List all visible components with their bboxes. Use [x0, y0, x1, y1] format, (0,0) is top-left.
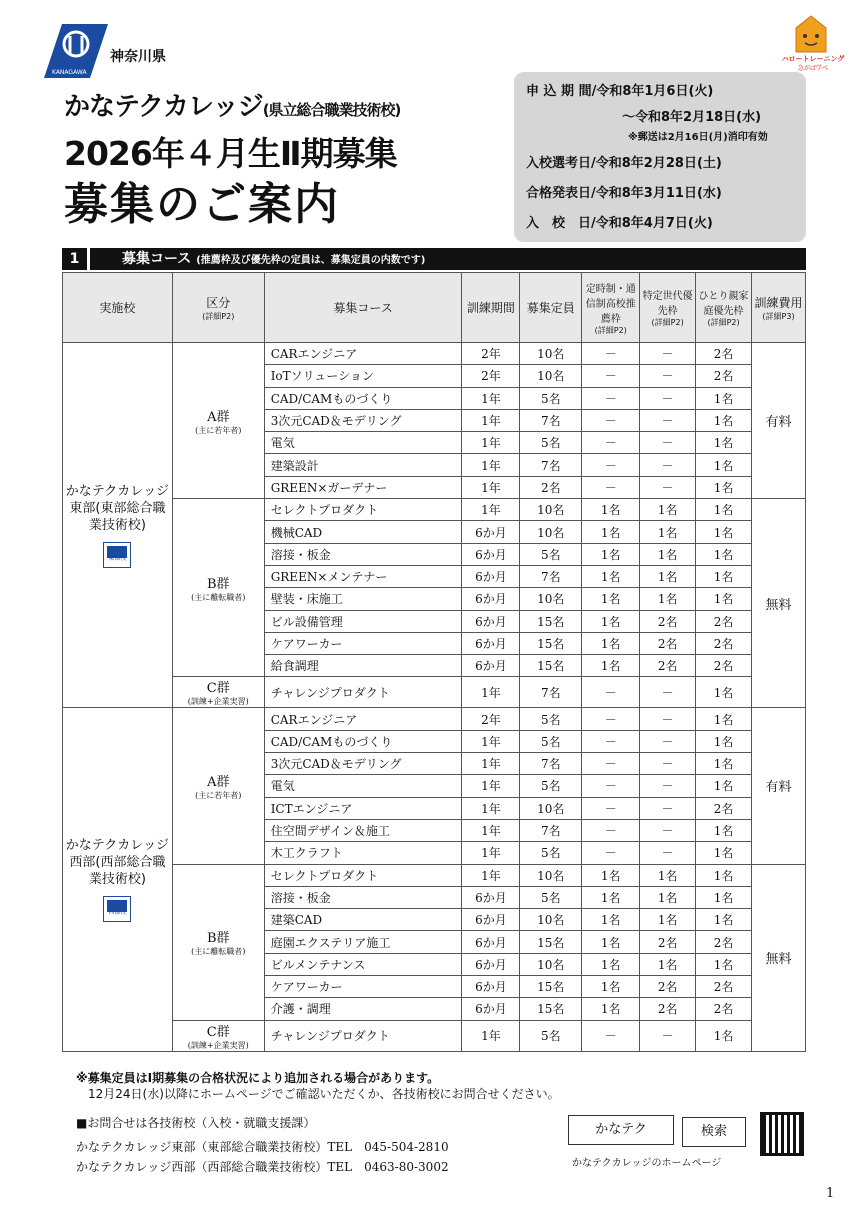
course-name: IoTソリューション	[264, 365, 462, 387]
generation-quota: －	[640, 409, 696, 431]
contact-west: かなテクカレッジ西部（西部総合職業技術校）TEL 0463-80-3002	[76, 1160, 449, 1174]
course-name: チャレンジプロダクト	[264, 1020, 462, 1051]
period: 6か月	[462, 610, 520, 632]
recommend-quota: －	[582, 730, 640, 752]
course-name: 電気	[264, 432, 462, 454]
school-building-icon: 東部校	[103, 542, 131, 568]
generation-quota: 2名	[640, 998, 696, 1020]
course-name: ケアワーカー	[264, 632, 462, 654]
capacity: 7名	[520, 677, 582, 708]
generation-quota: 2名	[640, 632, 696, 654]
recommend-quota: －	[582, 432, 640, 454]
fee-cell: 有料	[752, 343, 806, 499]
period: 6か月	[462, 998, 520, 1020]
division-cell: A群 (主に若年者)	[172, 708, 264, 864]
single-parent-quota: 1名	[696, 864, 752, 886]
period: 1年	[462, 797, 520, 819]
generation-quota: －	[640, 677, 696, 708]
table-row	[63, 1020, 806, 1051]
single-parent-quota: 2名	[696, 655, 752, 677]
capacity: 10名	[520, 797, 582, 819]
enter-date: 入 校 日/令和8年4月7日(火)	[526, 216, 713, 231]
generation-quota: 2名	[640, 931, 696, 953]
generation-quota: 2名	[640, 976, 696, 998]
col-school: 実施校	[63, 273, 173, 343]
recommend-quota: －	[582, 476, 640, 498]
single-parent-quota: 2名	[696, 343, 752, 365]
course-name: 溶接・板金	[264, 543, 462, 565]
capacity: 10名	[520, 864, 582, 886]
period: 6か月	[462, 931, 520, 953]
col-generation: 特定世代優先枠 (詳細P2)	[640, 273, 696, 343]
generation-quota: 1名	[640, 864, 696, 886]
capacity: 10名	[520, 499, 582, 521]
note-line-1: ※募集定員はⅠ期募集の合格状況により追加される場合があります。	[76, 1071, 440, 1085]
generation-quota: 1名	[640, 953, 696, 975]
course-name: 機械CAD	[264, 521, 462, 543]
generation-quota: －	[640, 365, 696, 387]
generation-quota: －	[640, 708, 696, 730]
period: 1年	[462, 775, 520, 797]
apply-note: ※郵送は2月16日(月)消印有効	[628, 132, 768, 143]
recommend-quota: 1名	[582, 543, 640, 565]
course-name: GREEN×メンテナー	[264, 565, 462, 587]
search-button[interactable]: 検索	[682, 1117, 746, 1147]
generation-quota: －	[640, 387, 696, 409]
recommend-quota: 1名	[582, 632, 640, 654]
course-name: 介護・調理	[264, 998, 462, 1020]
recommend-quota: －	[582, 409, 640, 431]
single-parent-quota: 1名	[696, 708, 752, 730]
period: 1年	[462, 730, 520, 752]
period: 6か月	[462, 976, 520, 998]
recommend-quota: －	[582, 753, 640, 775]
generation-quota: 1名	[640, 499, 696, 521]
course-name: チャレンジプロダクト	[264, 677, 462, 708]
generation-quota: －	[640, 730, 696, 752]
division-cell: C群 (訓練+企業実習)	[172, 677, 264, 708]
single-parent-quota: 1名	[696, 521, 752, 543]
period: 6か月	[462, 565, 520, 587]
capacity: 7名	[520, 753, 582, 775]
capacity: 10名	[520, 343, 582, 365]
period: 1年	[462, 819, 520, 841]
period: 1年	[462, 432, 520, 454]
recommend-quota: －	[582, 1020, 640, 1051]
course-name: 給食調理	[264, 655, 462, 677]
school-cell	[63, 708, 173, 1051]
course-name: CARエンジニア	[264, 343, 462, 365]
recommend-quota: －	[582, 454, 640, 476]
generation-quota: 1名	[640, 565, 696, 587]
capacity: 10名	[520, 953, 582, 975]
course-name: 壁装・床施工	[264, 588, 462, 610]
capacity: 15名	[520, 632, 582, 654]
capacity: 7名	[520, 454, 582, 476]
period: 1年	[462, 842, 520, 864]
recommend-quota: －	[582, 842, 640, 864]
recommend-quota: 1名	[582, 655, 640, 677]
generation-quota: －	[640, 343, 696, 365]
period: 2年	[462, 708, 520, 730]
course-name: CARエンジニア	[264, 708, 462, 730]
recommend-quota: －	[582, 343, 640, 365]
recommend-quota: －	[582, 387, 640, 409]
generation-quota: －	[640, 476, 696, 498]
homepage-label: かなテクカレッジのホームページ	[572, 1158, 722, 1169]
recommend-quota: 1名	[582, 521, 640, 543]
single-parent-quota: 2名	[696, 797, 752, 819]
course-name: 住空間デザイン＆施工	[264, 819, 462, 841]
period: 6か月	[462, 886, 520, 908]
generation-quota: －	[640, 454, 696, 476]
single-parent-quota: 1名	[696, 842, 752, 864]
page-subtitle: 2026年４月生Ⅱ期募集	[64, 134, 397, 173]
capacity: 5名	[520, 730, 582, 752]
recommend-quota: 1名	[582, 864, 640, 886]
period: 1年	[462, 1020, 520, 1051]
single-parent-quota: 1名	[696, 775, 752, 797]
section-title: 募集コース (推薦枠及び優先枠の定員は、募集定員の内数です)	[122, 251, 426, 267]
single-parent-quota: 1名	[696, 819, 752, 841]
capacity: 7名	[520, 819, 582, 841]
period: 1年	[462, 499, 520, 521]
capacity: 5名	[520, 842, 582, 864]
division-cell: B群 (主に離転職者)	[172, 499, 264, 677]
single-parent-quota: 2名	[696, 976, 752, 998]
period: 6か月	[462, 953, 520, 975]
capacity: 15名	[520, 610, 582, 632]
single-parent-quota: 1名	[696, 730, 752, 752]
course-name: ビルメンテナンス	[264, 953, 462, 975]
table-row	[63, 499, 806, 521]
note-line-2: 12月24日(水)以降にホームページでご確認いただくか、各技術校にお問合せください。	[88, 1087, 560, 1101]
period: 6か月	[462, 632, 520, 654]
single-parent-quota: 1名	[696, 886, 752, 908]
capacity: 15名	[520, 976, 582, 998]
single-parent-quota: 1名	[696, 909, 752, 931]
recommend-quota: 1名	[582, 499, 640, 521]
single-parent-quota: 1名	[696, 953, 752, 975]
mascot-label: ハロートレーニング	[781, 55, 845, 63]
course-name: セレクトプロダクト	[264, 499, 462, 521]
single-parent-quota: 1名	[696, 1020, 752, 1051]
recommend-quota: －	[582, 819, 640, 841]
recommend-quota: 1名	[582, 886, 640, 908]
course-name: 3次元CAD＆モデリング	[264, 753, 462, 775]
school-cell	[63, 343, 173, 708]
capacity: 10名	[520, 909, 582, 931]
course-name: ケアワーカー	[264, 976, 462, 998]
contact-heading: ■お問合せは各技術校（入校・就職支援課）	[76, 1116, 316, 1130]
capacity: 15名	[520, 655, 582, 677]
recommend-quota: 1名	[582, 610, 640, 632]
period: 2年	[462, 343, 520, 365]
single-parent-quota: 2名	[696, 632, 752, 654]
table-row	[63, 343, 806, 365]
course-name: セレクトプロダクト	[264, 864, 462, 886]
page-heading: 募集のご案内	[64, 179, 340, 230]
single-parent-quota: 2名	[696, 931, 752, 953]
recommend-quota: 1名	[582, 909, 640, 931]
course-name: 木工クラフト	[264, 842, 462, 864]
period: 1年	[462, 454, 520, 476]
single-parent-quota: 1名	[696, 543, 752, 565]
capacity: 2名	[520, 476, 582, 498]
col-period: 訓練期間	[462, 273, 520, 343]
course-name: 電気	[264, 775, 462, 797]
table-row	[63, 708, 806, 730]
course-name: ビル設備管理	[264, 610, 462, 632]
recommend-quota: －	[582, 797, 640, 819]
page-number: 1	[826, 1186, 835, 1201]
course-name: ICTエンジニア	[264, 797, 462, 819]
page-title: かなテクカレッジ(県立総合職業技術校)	[64, 92, 401, 122]
period: 6か月	[462, 521, 520, 543]
capacity: 5名	[520, 775, 582, 797]
capacity: 10名	[520, 365, 582, 387]
mascot-sub: 急がば学べ	[797, 65, 828, 72]
contact-east: かなテクカレッジ東部（東部総合職業技術校）TEL 045-504-2810	[76, 1140, 449, 1154]
result-date: 合格発表日/令和8年3月11日(水)	[526, 186, 722, 201]
generation-quota: 1名	[640, 909, 696, 931]
exam-date: 入校選考日/令和8年2月28日(土)	[526, 156, 722, 171]
school-building-icon: 西部校	[103, 896, 131, 922]
generation-quota: －	[640, 797, 696, 819]
capacity: 5名	[520, 387, 582, 409]
generation-quota: 2名	[640, 610, 696, 632]
capacity: 7名	[520, 565, 582, 587]
period: 1年	[462, 409, 520, 431]
single-parent-quota: 1名	[696, 677, 752, 708]
period: 1年	[462, 753, 520, 775]
generation-quota: －	[640, 1020, 696, 1051]
generation-quota: －	[640, 819, 696, 841]
fee-cell: 無料	[752, 499, 806, 708]
period: 6か月	[462, 655, 520, 677]
table-row	[63, 677, 806, 708]
recommend-quota: －	[582, 677, 640, 708]
generation-quota: 2名	[640, 655, 696, 677]
recommend-quota: 1名	[582, 998, 640, 1020]
single-parent-quota: 1名	[696, 454, 752, 476]
single-parent-quota: 1名	[696, 565, 752, 587]
school-name: かなテクカレッジ西部(西部総合職業技術校)	[65, 838, 170, 888]
pref-name: 神奈川県	[110, 49, 166, 65]
single-parent-quota: 2名	[696, 365, 752, 387]
single-parent-quota: 1名	[696, 476, 752, 498]
course-name: 3次元CAD＆モデリング	[264, 409, 462, 431]
recommend-quota: －	[582, 365, 640, 387]
col-single-parent: ひとり親家庭優先枠 (詳細P2)	[696, 273, 752, 343]
generation-quota: －	[640, 775, 696, 797]
course-name: GREEN×ガーデナー	[264, 476, 462, 498]
section-number: 1	[62, 248, 90, 270]
fee-cell: 有料	[752, 708, 806, 864]
course-name: CAD/CAMものづくり	[264, 730, 462, 752]
single-parent-quota: 1名	[696, 387, 752, 409]
course-name: 溶接・板金	[264, 886, 462, 908]
recommend-quota: －	[582, 708, 640, 730]
capacity: 5名	[520, 708, 582, 730]
table-header-row	[63, 273, 806, 343]
division-cell: B群 (主に離転職者)	[172, 864, 264, 1020]
col-division: 区分 (詳細P2)	[172, 273, 264, 343]
single-parent-quota: 1名	[696, 409, 752, 431]
col-capacity: 募集定員	[520, 273, 582, 343]
period: 1年	[462, 677, 520, 708]
capacity: 5名	[520, 1020, 582, 1051]
generation-quota: 1名	[640, 543, 696, 565]
period: 1年	[462, 864, 520, 886]
schedule-box	[514, 72, 806, 242]
single-parent-quota: 1名	[696, 753, 752, 775]
course-name: 庭園エクステリア施工	[264, 931, 462, 953]
period: 6か月	[462, 543, 520, 565]
recommend-quota: 1名	[582, 953, 640, 975]
kanagawa-logo	[44, 20, 108, 82]
single-parent-quota: 1名	[696, 499, 752, 521]
capacity: 5名	[520, 432, 582, 454]
capacity: 10名	[520, 521, 582, 543]
single-parent-quota: 2名	[696, 998, 752, 1020]
logo-sub: KANAGAWA	[52, 69, 87, 76]
col-course: 募集コース	[264, 273, 462, 343]
single-parent-quota: 1名	[696, 588, 752, 610]
search-query-box[interactable]: かなテク	[568, 1115, 674, 1145]
generation-quota: 1名	[640, 588, 696, 610]
generation-quota: 1名	[640, 886, 696, 908]
period: 6か月	[462, 909, 520, 931]
generation-quota: 1名	[640, 521, 696, 543]
course-name: 建築設計	[264, 454, 462, 476]
notes	[76, 1070, 560, 1102]
single-parent-quota: 1名	[696, 432, 752, 454]
recommend-quota: －	[582, 775, 640, 797]
period: 2年	[462, 365, 520, 387]
recommend-quota: 1名	[582, 588, 640, 610]
fee-cell: 無料	[752, 864, 806, 1051]
period: 1年	[462, 387, 520, 409]
generation-quota: －	[640, 842, 696, 864]
capacity: 5名	[520, 543, 582, 565]
apply-period-end: ～令和8年2月18日(水)	[622, 110, 762, 125]
capacity: 5名	[520, 886, 582, 908]
capacity: 15名	[520, 931, 582, 953]
school-name: かなテクカレッジ東部(東部総合職業技術校)	[65, 483, 170, 533]
period: 6か月	[462, 588, 520, 610]
course-name: CAD/CAMものづくり	[264, 387, 462, 409]
capacity: 15名	[520, 998, 582, 1020]
recommend-quota: 1名	[582, 565, 640, 587]
capacity: 7名	[520, 409, 582, 431]
division-cell: C群 (訓練+企業実習)	[172, 1020, 264, 1051]
col-fee: 訓練費用 (詳細P3)	[752, 273, 806, 343]
single-parent-quota: 2名	[696, 610, 752, 632]
course-table	[62, 272, 806, 1052]
recommend-quota: 1名	[582, 931, 640, 953]
recommend-quota: 1名	[582, 976, 640, 998]
col-recommend: 定時制・通信制高校推薦枠 (詳細P2)	[582, 273, 640, 343]
table-row	[63, 864, 806, 886]
course-name: 建築CAD	[264, 909, 462, 931]
period: 1年	[462, 476, 520, 498]
apply-period: 申 込 期 間/令和8年1月6日(火)	[526, 84, 714, 99]
section-header	[62, 248, 806, 270]
division-cell: A群 (主に若年者)	[172, 343, 264, 499]
generation-quota: －	[640, 753, 696, 775]
qr-code-icon	[760, 1112, 804, 1156]
generation-quota: －	[640, 432, 696, 454]
capacity: 10名	[520, 588, 582, 610]
